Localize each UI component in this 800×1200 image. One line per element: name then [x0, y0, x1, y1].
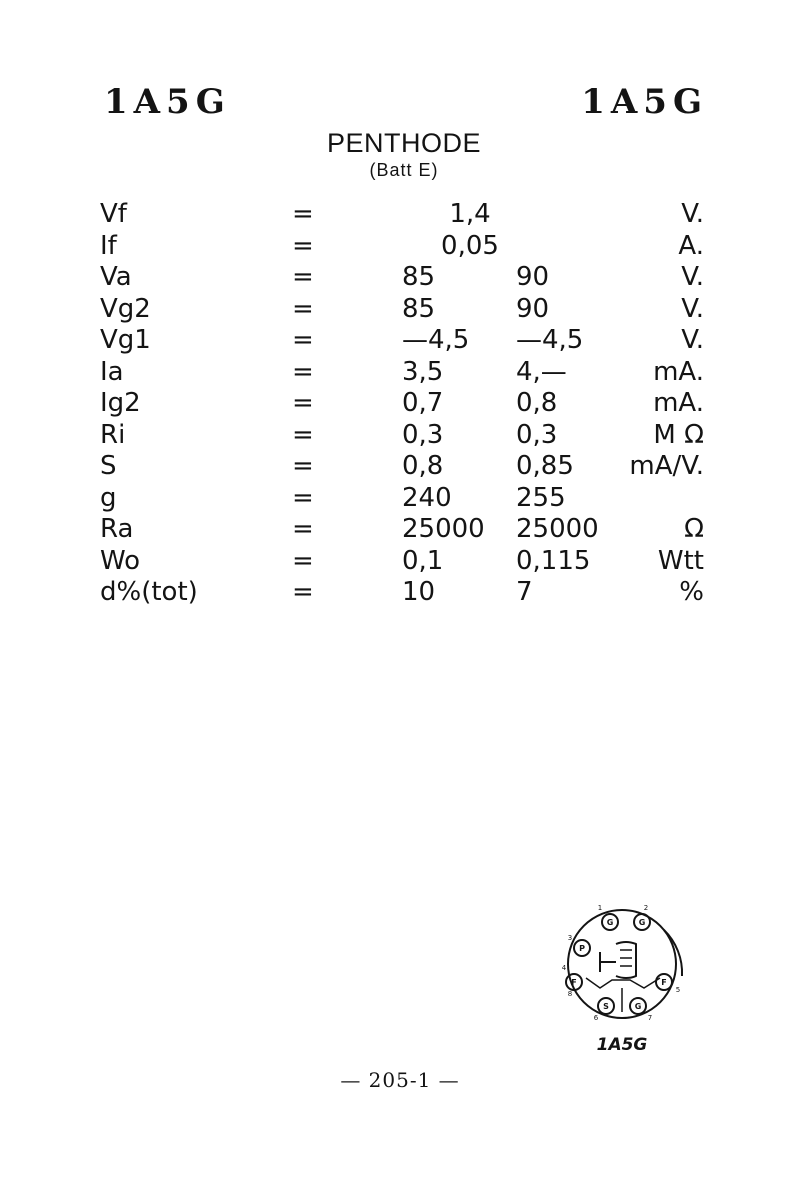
equals-sign: = — [292, 577, 314, 607]
pin-label: S — [603, 1002, 609, 1011]
param-symbol: Wo — [100, 545, 141, 576]
tube-name-right: 1A5G — [581, 82, 708, 122]
tube-type-subtitle: (Batt E) — [369, 160, 439, 180]
param-symbol: If — [100, 230, 117, 261]
param-row — [0, 419, 800, 451]
pin-label: F — [661, 978, 667, 987]
param-value-1: 85 — [402, 293, 436, 324]
param-symbol: Ia — [100, 356, 124, 387]
pin-number: 8 — [567, 990, 573, 998]
param-row — [0, 198, 800, 230]
param-value-2: 255 — [516, 482, 566, 513]
grid-lines — [620, 950, 632, 966]
param-symbol: Vg1 — [100, 325, 151, 355]
param-row — [0, 293, 800, 325]
param-unit: A. — [678, 230, 704, 261]
param-value-2: 90 — [516, 293, 550, 324]
equals-sign: = — [292, 325, 314, 355]
equals-sign: = — [292, 356, 314, 387]
param-value-1: —4,5 — [402, 325, 470, 355]
param-value-2: 0,115 — [516, 545, 591, 576]
pin-number: 3 — [567, 934, 573, 942]
equals-sign: = — [292, 419, 314, 450]
param-symbol: Ig2 — [100, 388, 141, 418]
page-number: — 205-1 — — [340, 1068, 460, 1092]
equals-sign: = — [292, 230, 314, 261]
param-symbol: Ra — [100, 514, 134, 544]
pin-number: 2 — [643, 904, 649, 912]
equals-sign: = — [292, 388, 314, 418]
tube-name-left: 1A5G — [104, 82, 231, 122]
param-unit: Ω — [684, 514, 704, 544]
param-unit: V. — [681, 199, 704, 229]
param-symbol: g — [100, 482, 117, 513]
param-value-2: 0,85 — [516, 451, 574, 481]
param-row — [0, 576, 800, 608]
param-unit: mA. — [653, 356, 704, 387]
param-value-2: 4,— — [516, 356, 567, 387]
pin-number: 6 — [593, 1014, 599, 1022]
param-row — [0, 230, 800, 262]
param-symbol: Va — [100, 262, 132, 292]
pin-label: F — [571, 978, 577, 987]
param-row — [0, 482, 800, 514]
equals-sign: = — [292, 514, 314, 544]
param-unit: V. — [681, 325, 704, 355]
internal-wiring — [600, 952, 616, 972]
param-row — [0, 513, 800, 545]
equals-sign: = — [292, 451, 314, 481]
param-row — [0, 545, 800, 577]
param-row — [0, 387, 800, 419]
param-value-2: 0,8 — [516, 388, 558, 418]
param-symbol: d%(tot) — [100, 577, 198, 607]
param-row — [0, 261, 800, 293]
pin-number: 5 — [675, 986, 681, 994]
base-pinout-diagram — [560, 900, 692, 1060]
param-unit: % — [679, 577, 704, 607]
pin-label: G — [634, 1002, 642, 1011]
param-value-2: 7 — [516, 577, 533, 607]
pin-number: 4 — [561, 964, 567, 972]
param-value-1: 0,1 — [402, 545, 444, 576]
param-value-1: 10 — [402, 577, 436, 607]
param-value-2: 0,3 — [516, 419, 558, 450]
equals-sign: = — [292, 262, 314, 292]
pin-label: G — [638, 918, 646, 927]
tube-type-title: PENTHODE — [326, 128, 482, 158]
equals-sign: = — [292, 293, 314, 324]
filament-wiring — [586, 978, 660, 988]
param-symbol: S — [100, 451, 117, 481]
pin-number: 1 — [597, 904, 603, 912]
equals-sign: = — [292, 199, 314, 229]
param-symbol: Ri — [100, 419, 126, 450]
param-value-2: 90 — [516, 262, 550, 292]
pin-number: 7 — [647, 1014, 653, 1022]
base-outer-arc — [664, 930, 682, 976]
param-unit: Wtt — [657, 545, 704, 576]
param-row — [0, 450, 800, 482]
param-value-1: 0,8 — [402, 451, 444, 481]
equals-sign: = — [292, 545, 314, 576]
param-value-2: —4,5 — [516, 325, 584, 355]
param-value-1: 0,3 — [402, 419, 444, 450]
diagram-caption: 1A5G — [596, 1035, 648, 1055]
param-value: 0,05 — [441, 230, 499, 261]
param-row — [0, 356, 800, 388]
param-symbol: Vg2 — [100, 293, 151, 324]
equals-sign: = — [292, 482, 314, 513]
param-row — [0, 324, 800, 356]
param-value-1: 240 — [402, 482, 452, 513]
param-unit: mA/V. — [629, 451, 704, 481]
param-unit: mA. — [653, 388, 704, 418]
param-unit: V. — [681, 262, 704, 292]
parameter-table — [0, 198, 800, 608]
pin-label: G — [606, 918, 614, 927]
electrode-assembly — [616, 942, 636, 978]
param-symbol: Vf — [100, 199, 127, 229]
param-unit: V. — [681, 293, 704, 324]
param-value-1: 85 — [402, 262, 436, 292]
param-value-1: 3,5 — [402, 356, 444, 387]
param-unit: M Ω — [653, 419, 704, 450]
param-value-1: 0,7 — [402, 388, 444, 418]
param-value-2: 25000 — [516, 514, 599, 544]
param-value-1: 25000 — [402, 514, 485, 544]
param-value: 1,4 — [449, 199, 491, 229]
pin-label: P — [579, 944, 585, 953]
